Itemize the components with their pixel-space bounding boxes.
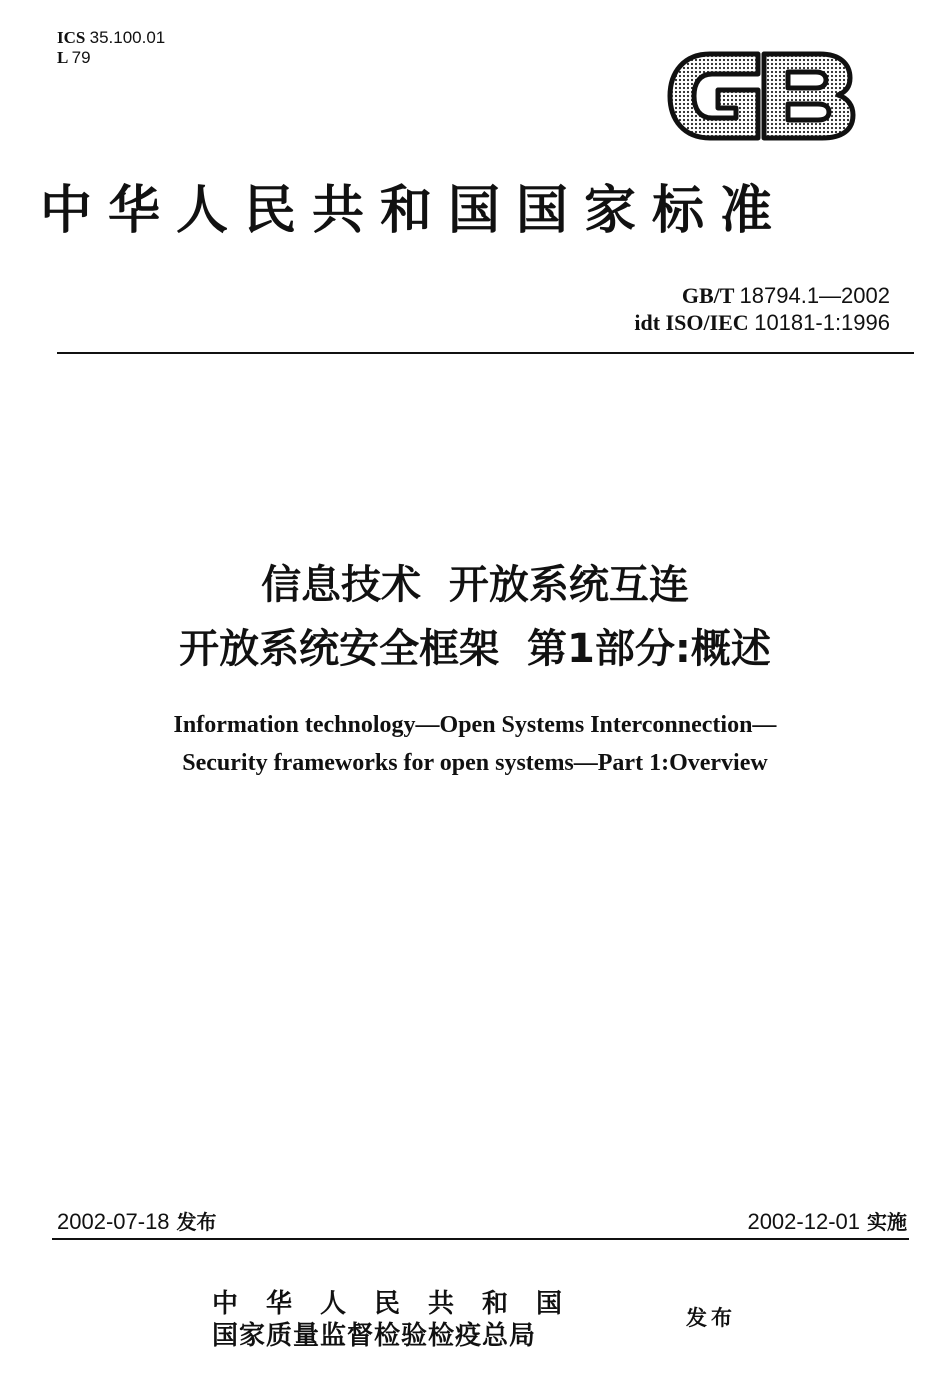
implement-date-block <box>747 1207 907 1238</box>
ics-label: ICS <box>57 28 86 47</box>
issue-label: 发布 <box>176 1210 217 1234</box>
title-chinese-line2: 开放系统安全框架 第1部分:概述 <box>179 626 771 672</box>
gb-logo-graphic <box>666 46 856 146</box>
implement-date: 2002-12-01 <box>747 1209 860 1234</box>
idt-number: 10181-1:1996 <box>754 310 890 335</box>
gb-logo <box>666 46 856 146</box>
l-label: L <box>57 48 68 67</box>
standard-numbers <box>634 282 890 336</box>
issuer-line2: 国家质量监督检验检疫总局 <box>212 1321 537 1351</box>
gb-prefix: GB/T <box>681 283 735 308</box>
l-line <box>57 48 165 68</box>
bottom-divider <box>52 1238 909 1240</box>
l-code: 79 <box>71 48 91 67</box>
top-divider <box>57 352 914 354</box>
issuing-organisations <box>212 1288 590 1352</box>
title-english <box>0 706 950 782</box>
title-english-line1: Information technology—Open Systems Interconnection— <box>173 712 777 738</box>
issuer-line1: 中华人民共和国 <box>212 1289 591 1319</box>
implement-label: 实施 <box>867 1210 907 1234</box>
ics-line <box>57 28 165 48</box>
classification-codes <box>57 28 165 68</box>
gb-number-line <box>634 282 890 309</box>
idt-number-line <box>634 309 890 336</box>
idt-prefix: idt ISO/IEC <box>634 310 749 335</box>
title-chinese-line1: 信息技术 开放系统互连 <box>261 562 689 608</box>
title-chinese <box>0 553 950 681</box>
issue-date-block <box>57 1207 217 1238</box>
title-english-line2: Security frameworks for open systems—Part 1:Overview <box>182 750 768 776</box>
gb-number: 18794.1—2002 <box>739 283 890 308</box>
national-standard-heading: 中华人民共和国国家标准 <box>40 180 789 241</box>
issuer-action: 发布 <box>686 1305 736 1330</box>
issue-date: 2002-07-18 <box>57 1209 170 1234</box>
ics-code: 35.100.01 <box>89 28 166 47</box>
